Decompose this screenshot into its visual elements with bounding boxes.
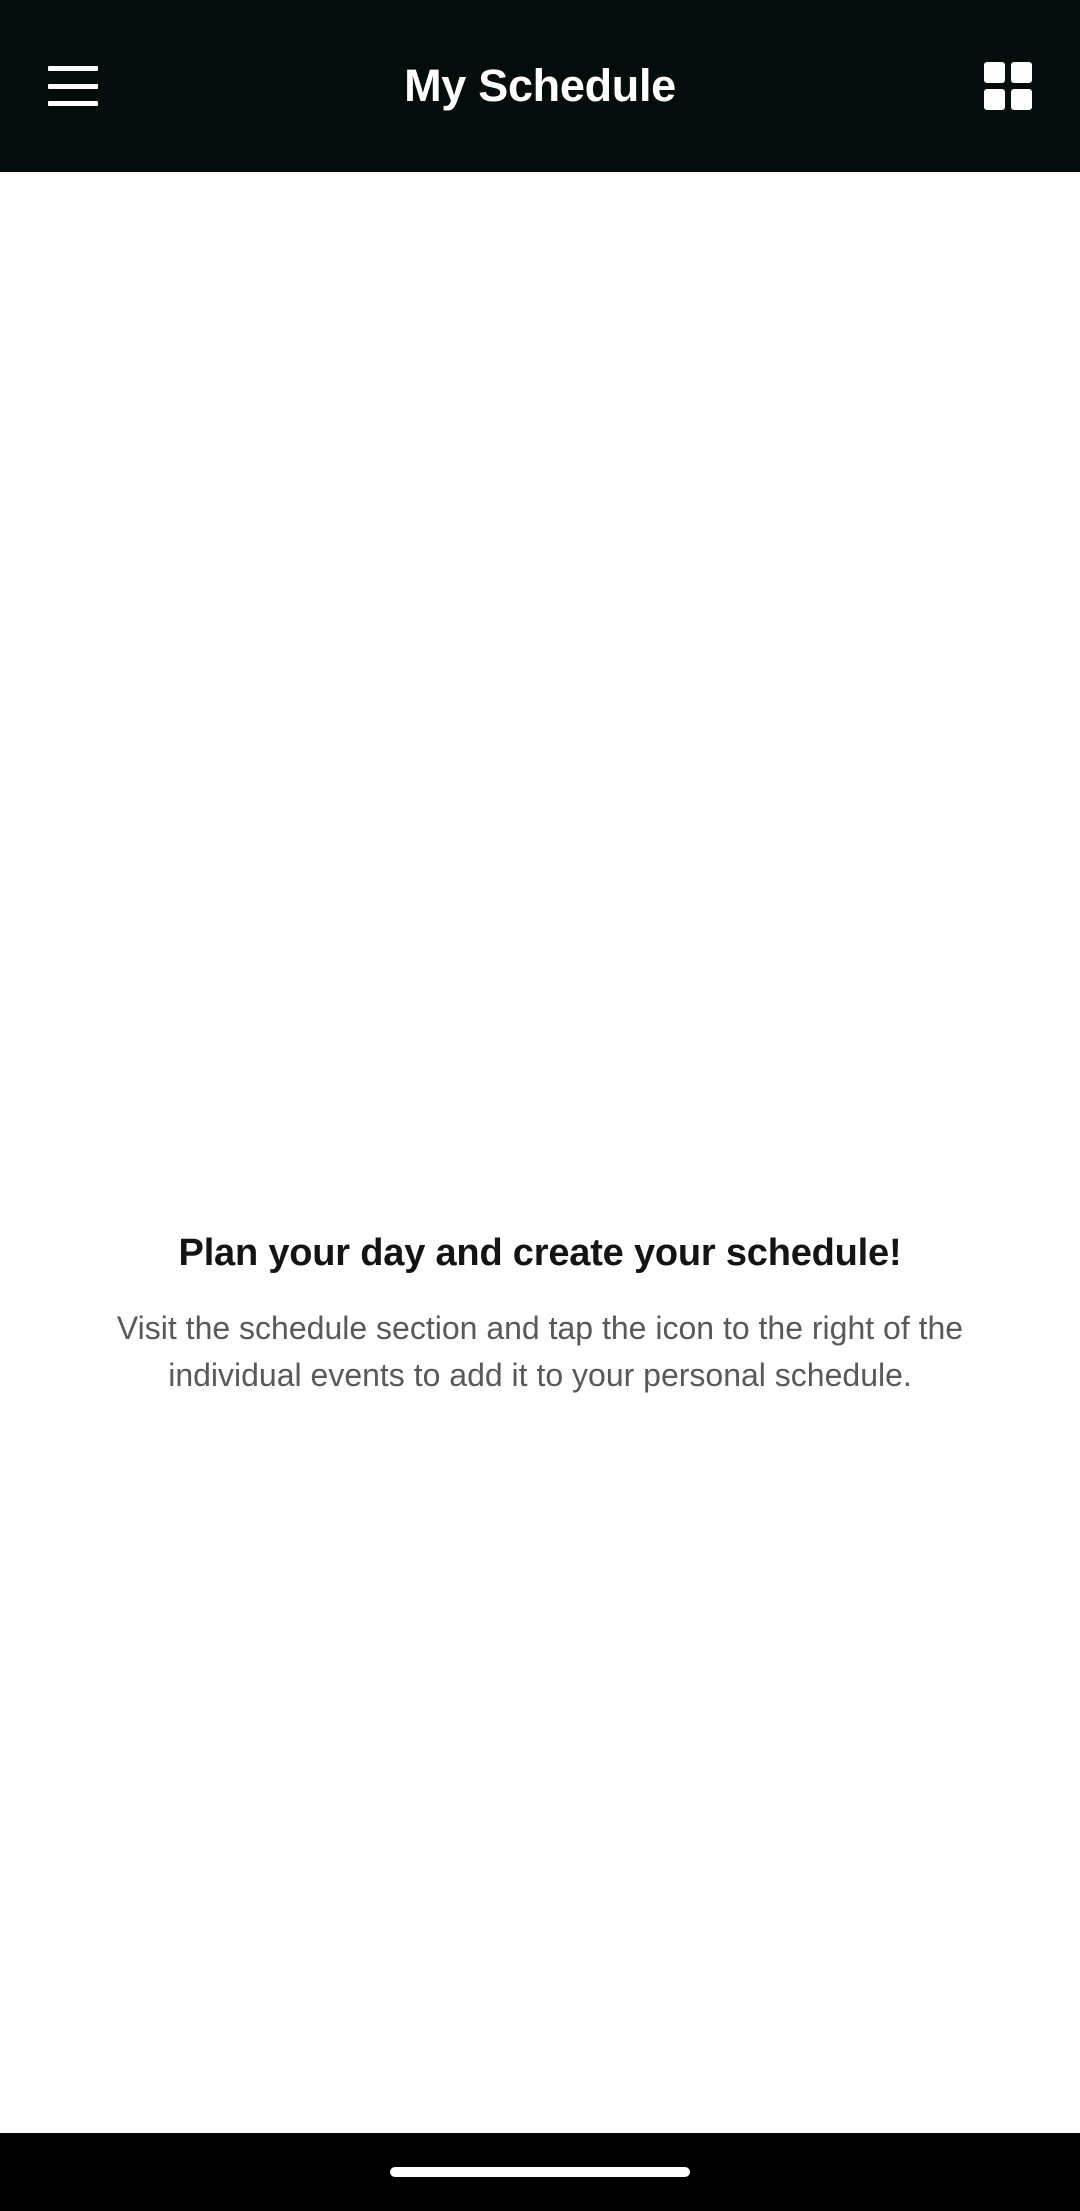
grid-icon-cell bbox=[1011, 89, 1032, 110]
system-navigation-bar bbox=[0, 2133, 1080, 2211]
menu-icon-bar bbox=[48, 101, 98, 106]
schedule-content-area bbox=[0, 172, 1080, 2133]
menu-icon-bar bbox=[48, 84, 98, 89]
app-bar bbox=[0, 0, 1080, 172]
grid-icon-cell bbox=[984, 62, 1005, 83]
menu-icon-bar bbox=[48, 66, 98, 71]
home-indicator[interactable] bbox=[390, 2167, 690, 2177]
hamburger-menu-icon[interactable] bbox=[48, 66, 98, 106]
empty-state-title: Plan your day and create your schedule! bbox=[178, 1232, 902, 1274]
empty-state-subtitle: Visit the schedule section and tap the icon to the right of the individual events to add it to your personal schedule. bbox=[116, 1310, 964, 1393]
grid-icon-cell bbox=[1011, 62, 1032, 83]
grid-view-icon[interactable] bbox=[984, 62, 1032, 110]
grid-icon-cell bbox=[984, 89, 1005, 110]
page-title: My Schedule bbox=[404, 60, 676, 111]
empty-state bbox=[0, 1232, 1080, 1399]
